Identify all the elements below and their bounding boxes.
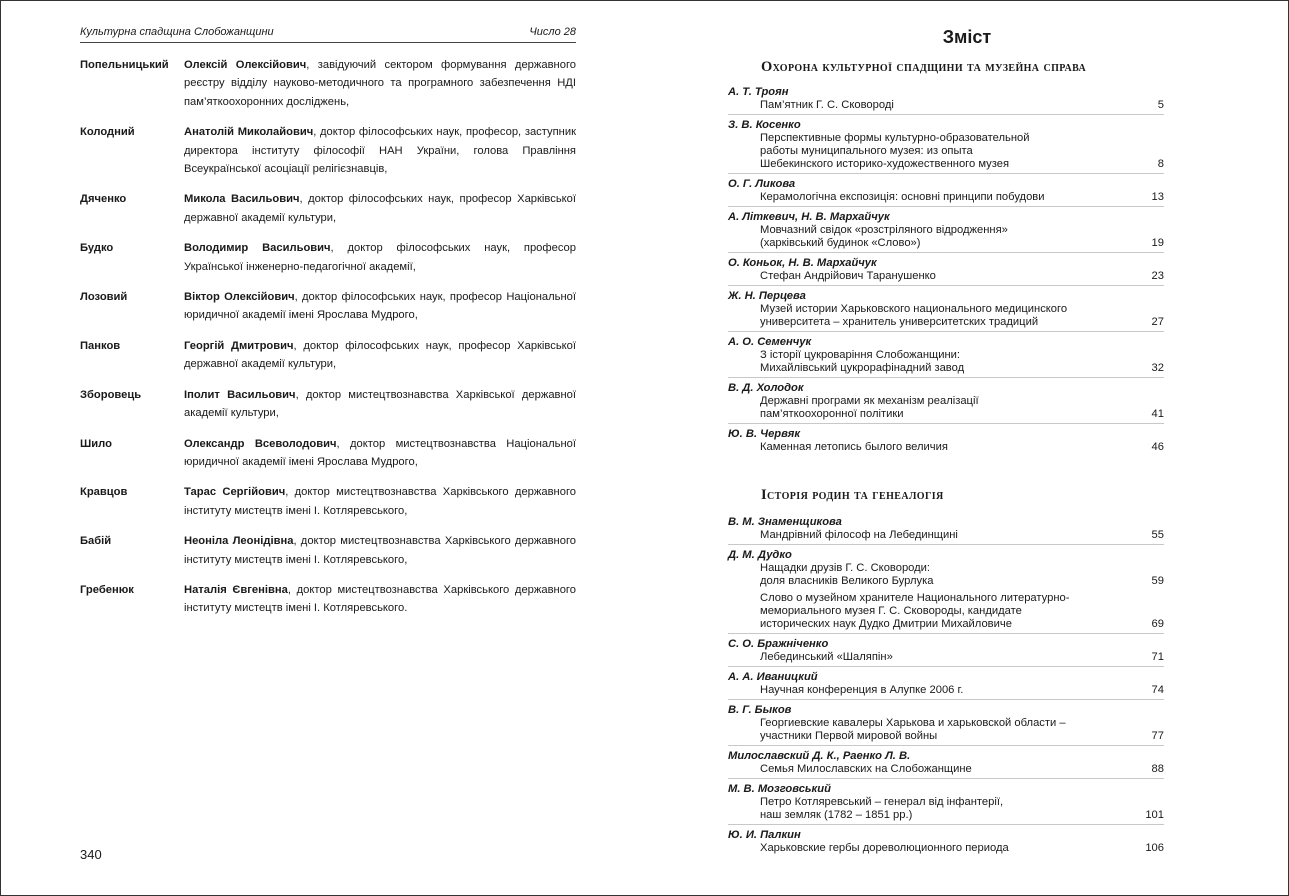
toc-entry[interactable] [728, 717, 1164, 743]
page-number: 340 [80, 847, 102, 862]
toc-author: А. А. Иваницкий [728, 671, 818, 683]
contributor-surname: Шило [80, 437, 112, 450]
toc-section-list [728, 515, 1164, 855]
toc-page-number: 101 [1145, 809, 1164, 821]
toc-entry[interactable] [728, 796, 1164, 822]
contributor-name: Володимир Васильович [184, 242, 331, 255]
toc-page-number: 23 [1151, 270, 1164, 282]
contributor-position: , доктор філософських наук, професор Харківської державної академії культури, [184, 193, 576, 224]
toc-section-heading: Охорона культурної спадщини та музейна справа [761, 59, 1087, 75]
toc-entry-title: Стефан Андрійович Таранушенко [760, 270, 936, 282]
contributor-entry [80, 337, 576, 374]
contributor-name: Наталія Євгенівна [184, 583, 288, 596]
toc-page-number: 55 [1151, 529, 1164, 541]
toc-entry[interactable] [728, 529, 1164, 542]
contributor-position: , завідуючий сектором формування державного реєстру відділу науково-методичного та програмного забезпечення НДІ пам’яткоохоронних досліджень, [184, 59, 576, 108]
toc-page-number: 71 [1151, 651, 1164, 663]
toc-page-number: 69 [1151, 618, 1164, 630]
toc-entry[interactable] [728, 132, 1164, 171]
contributor-entry [80, 123, 576, 178]
contributor-surname: Дяченко [80, 193, 127, 206]
toc-author: О. Коньок, Н. В. Мархайчук [728, 257, 877, 269]
toc-entry-title: Музей истории Харьковского национального медицинского университета – хранитель университетских традиций [760, 303, 1068, 328]
contributor-description [184, 483, 576, 520]
toc-divider [728, 114, 1164, 115]
contributor-position: , доктор мистецтвознавства Харківського державного інституту мистецтв імені І. Котляревського, [184, 486, 576, 517]
contributors-list [80, 56, 576, 618]
contributor-position: , доктор мистецтвознавства Національної юридичної академії імені Ярослава Мудрого, [184, 437, 576, 468]
contributor-position: , доктор мистецтвознавства Харківського державного інституту мистецтв імені І. Котляревського. [184, 583, 576, 615]
contributor-entry [80, 386, 576, 423]
contributor-description [184, 435, 576, 472]
toc-page-number: 106 [1145, 842, 1164, 854]
toc-page-number: 19 [1151, 237, 1164, 249]
toc-entry-title: Мандрівний філософ на Лебединщині [760, 529, 958, 541]
contributor-position: , доктор мистецтвознавства Харківського державного інституту мистецтв імені І. Котляревського, [184, 535, 576, 566]
toc-entry-title: Семья Милославских на Слобожанщине [760, 763, 972, 775]
toc-author: В. Д. Холодок [728, 382, 804, 394]
toc-author: Д. М. Дудко [728, 549, 792, 561]
toc-entry[interactable] [728, 191, 1164, 204]
contributor-entry [80, 190, 576, 227]
toc-entry-title: З історії цукроваріння Слобожанщини: Михайлівський цукрорафінадний завод [760, 349, 965, 374]
contributor-name: Олексій Олексійович [184, 59, 307, 71]
toc-divider [728, 285, 1164, 286]
toc-entry[interactable] [728, 562, 1164, 588]
toc-author: Ю. В. Червяк [728, 428, 801, 440]
toc-divider [728, 633, 1164, 634]
toc-entry-title: Керамологічна експозиція: основні принципи побудови [760, 191, 1045, 203]
contributor-name: Анатолій Миколайович [184, 126, 314, 139]
contributor-entry [80, 288, 576, 325]
toc-page-number: 88 [1151, 763, 1164, 775]
contributor-name: Неоніла Леонідівна [184, 535, 294, 548]
toc-author: Ж. Н. Перцева [728, 290, 806, 302]
toc-divider [728, 745, 1164, 746]
toc-entry[interactable] [728, 441, 1164, 454]
contributor-position: , доктор філософських наук, професор Національної юридичної академії імені Ярослава Мудрого, [184, 291, 577, 322]
toc-divider [728, 252, 1164, 253]
toc-divider [728, 423, 1164, 424]
toc-entry[interactable] [728, 303, 1164, 329]
toc-author: А. Т. Троян [728, 86, 789, 98]
contributor-name: Віктор Олексійович [184, 291, 295, 304]
toc-entry-title: Мовчазний свідок «розстріляного відродження» (харківський будинок «Слово») [760, 224, 1008, 249]
contributor-description [184, 337, 576, 374]
contributor-entry [80, 239, 576, 276]
toc-title: Зміст [942, 27, 992, 47]
toc-page-number: 59 [1151, 575, 1164, 587]
toc-entry-title: Пам’ятник Г. С. Сковороді [760, 99, 894, 111]
right-page [646, 1, 1288, 895]
toc-entry-title: Научная конференция в Алупке 2006 г. [760, 684, 964, 696]
toc-divider [728, 666, 1164, 667]
toc-entry[interactable] [728, 99, 1164, 112]
running-head [80, 26, 576, 43]
toc-divider [728, 544, 1164, 545]
toc-page-number: 46 [1151, 441, 1164, 453]
contributor-entry [80, 56, 576, 111]
journal-title: Культурна спадщина Слобожанщини [80, 26, 274, 38]
toc-entry[interactable] [728, 842, 1164, 855]
contributor-description [184, 532, 576, 569]
toc-entry-title: Перспективные формы культурно-образовательной работы муниципального музея: из опыта Шебекинского историко-художественного музея [760, 132, 1030, 170]
toc-entry[interactable] [728, 395, 1164, 421]
toc-entry-title: Каменная летопись былого величия [760, 441, 948, 453]
toc-page-number: 27 [1151, 316, 1164, 328]
contributor-entry [80, 483, 576, 520]
toc-author: О. Г. Ликова [728, 178, 796, 190]
toc-divider [728, 699, 1164, 700]
contributor-position: , доктор філософських наук, професор Харківської державної академії культури, [184, 339, 577, 371]
toc-divider [728, 173, 1164, 174]
contributor-description [184, 190, 576, 227]
toc-page-number: 8 [1157, 158, 1164, 170]
left-page [1, 1, 646, 895]
toc-author: М. В. Мозговський [728, 783, 831, 795]
contributor-description [184, 386, 576, 423]
contributor-description [184, 123, 576, 178]
contributor-name: Іполит Васильович [184, 388, 296, 401]
contributor-surname: Бабій [80, 535, 112, 548]
toc-entry-title: Георгиевские кавалеры Харькова и харьковской области – участники Первой мировой войны [760, 717, 1066, 742]
contributor-surname: Будко [80, 242, 114, 255]
contributor-entry [80, 532, 576, 569]
toc-divider [728, 377, 1164, 378]
toc-section-heading: Історія родин та генеалогія [761, 487, 944, 503]
contributor-surname: Панков [80, 339, 121, 352]
issue-number: Число 28 [529, 26, 576, 38]
contributor-entry [80, 581, 576, 618]
contributor-description [184, 288, 576, 325]
toc-entry-title: Лебединський «Шаляпін» [760, 651, 893, 663]
toc-author: В. Г. Быков [728, 704, 792, 716]
contributor-position: , доктор філософських наук, професор Української інженерно-педагогічної академії, [184, 242, 576, 273]
contributor-description [184, 239, 576, 276]
toc-divider [728, 824, 1164, 825]
toc-author: А. Літкевич, Н. В. Мархайчук [728, 211, 890, 223]
contributor-name: Георгій Дмитрович [184, 339, 294, 352]
toc-entry[interactable] [728, 224, 1164, 250]
toc-author: Милославский Д. К., Раенко Л. В. [728, 750, 911, 762]
contributor-surname: Кравцов [80, 486, 128, 499]
contributor-name: Микола Васильович [184, 193, 300, 206]
toc-entry-title: Державні програми як механізм реалізації пам’яткоохоронної політики [760, 395, 979, 420]
contributor-surname: Гребенюк [80, 583, 134, 596]
toc-entry[interactable] [728, 592, 1164, 631]
toc-page-number: 32 [1151, 362, 1164, 374]
toc-entry[interactable] [728, 684, 1164, 697]
toc-divider [728, 331, 1164, 332]
toc-page-number: 5 [1157, 99, 1164, 111]
contributor-surname: Попельницький [80, 59, 169, 71]
toc-entry[interactable] [728, 651, 1164, 664]
toc-divider [728, 778, 1164, 779]
toc-page-number: 74 [1151, 684, 1164, 696]
toc-author: А. О. Семенчук [728, 336, 812, 348]
toc-author: Ю. И. Палкин [728, 829, 801, 841]
contributor-description [184, 581, 576, 618]
contributor-name: Тарас Сергійович [184, 486, 286, 499]
contributor-name: Олександр Всеволодович [184, 437, 337, 450]
contributor-entry [80, 435, 576, 472]
contributor-description [184, 56, 576, 111]
toc-section-list [728, 85, 1164, 454]
contributor-surname: Зборовець [80, 388, 142, 401]
toc-page-number: 13 [1151, 191, 1164, 203]
contributor-position: , доктор філософських наук, професор, заступник директора інституту філософії НАН України, голова Правління Всеукраїнської асоціації релігієзнавців, [184, 126, 576, 176]
toc-page-number: 77 [1151, 730, 1164, 742]
toc-entry[interactable] [728, 763, 1164, 776]
toc-entry-title: Нащадки друзів Г. С. Сковороди: доля власників Великого Бурлука [760, 562, 934, 587]
contributor-position: , доктор мистецтвознавства Харківської державної академії культури, [184, 388, 576, 420]
toc-author: С. О. Бражніченко [728, 638, 829, 650]
toc-entry-title: Слово о музейном хранителе Национального литературно- мемориального музея Г. С. Сковороды, кандидате исторических наук Дудко Дмитрии Михайловиче [760, 592, 1070, 630]
toc-author: В. М. Знаменщикова [728, 516, 842, 528]
toc-entry[interactable] [728, 270, 1164, 283]
toc-entry-title: Петро Котляревський – генерал від інфантерії, наш земляк (1782 – 1851 рр.) [760, 796, 1004, 821]
toc-entry[interactable] [728, 349, 1164, 375]
contributor-surname: Колодний [80, 126, 135, 139]
toc-author: З. В. Косенко [728, 119, 801, 131]
toc-entry-title: Харьковские гербы дореволюционного периода [760, 842, 1009, 854]
contributor-surname: Лозовий [80, 291, 128, 304]
toc-divider [728, 206, 1164, 207]
toc-page-number: 41 [1151, 408, 1164, 420]
